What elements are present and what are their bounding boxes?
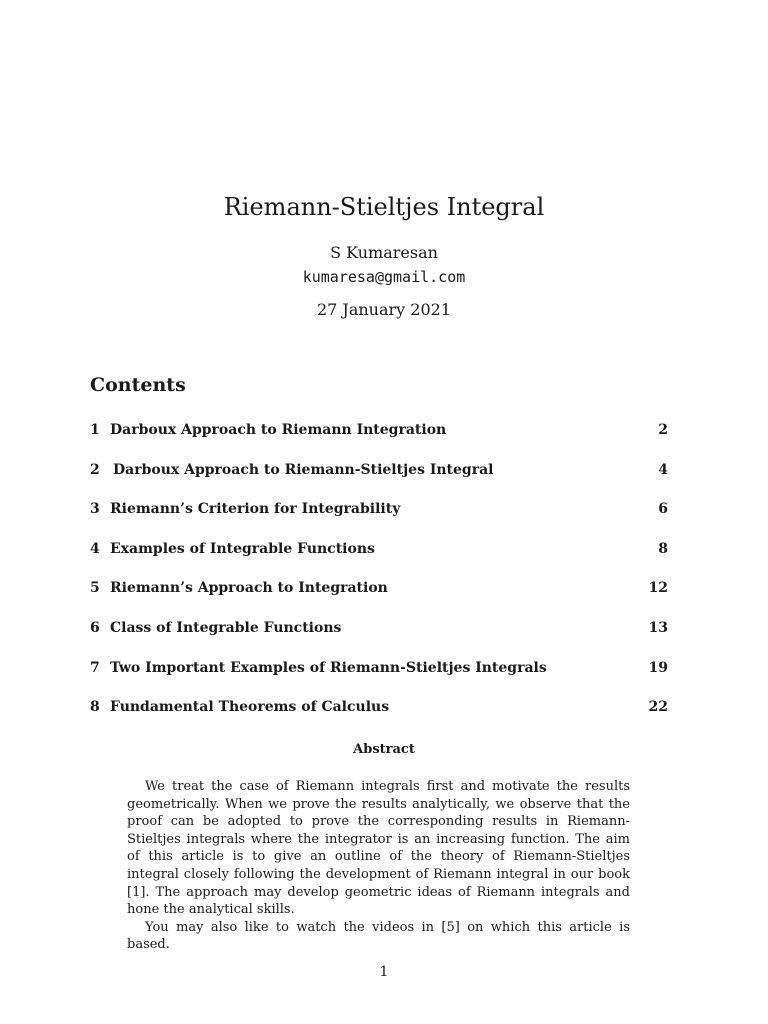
abstract-paragraph: We treat the case of Riemann integrals first and motivate the results geometrically. When we prove the results analytically, we observe that the proof can be adopted to prove the corresponding results in Riemann-Stieltjes integrals where the integrator is an increasing function. The aim of this article is to give an outline of the theory of Riemann-Stieltjes integral closely following the development of Riemann integral in our book [1]. The approach may develop geometric ideas of Riemann integrals and hone the analytical skills. [127,779,630,918]
toc-entry-title[interactable]: Two Important Examples of Riemann-Stieltjes Integrals [110,659,547,676]
toc-entry-number: 3 [90,501,100,518]
document-title: Riemann-Stieltjes Integral [223,193,545,221]
toc-entry-page[interactable]: 6 [658,501,668,518]
toc-entry[interactable] [90,578,668,618]
toc-entry-title[interactable]: Riemann’s Approach to Integration [110,580,388,597]
toc-entry-page[interactable]: 22 [648,699,668,716]
toc-entry-number: 8 [90,699,100,716]
abstract-body [127,778,630,954]
toc-entry-title[interactable]: Fundamental Theorems of Calculus [110,699,390,716]
toc-entry-page[interactable]: 2 [658,422,668,438]
toc-entry[interactable] [90,618,668,658]
toc-entry[interactable] [90,499,668,539]
toc-entry-page[interactable]: 4 [658,461,668,478]
toc-entry-title[interactable]: Darboux Approach to Riemann-Stieltjes Integral [113,461,494,478]
document-date: 27 January 2021 [316,300,452,319]
toc-entry-page[interactable]: 13 [648,619,668,636]
author-email: kumaresa@gmail.com [302,268,466,286]
toc-entry-page[interactable]: 12 [648,580,668,597]
toc-entry-title[interactable]: Darboux Approach to Riemann Integration [110,422,447,438]
toc-entry-page[interactable]: 8 [658,540,668,557]
toc-entry-number: 7 [90,659,100,676]
toc-entry-number: 5 [90,580,100,597]
toc-entry[interactable] [90,697,668,737]
abstract-paragraph: You may also like to watch the videos in [5] on which this article is based. [127,919,630,953]
abstract-heading: Abstract [353,742,415,757]
toc-entry-number: 6 [90,619,100,636]
table-of-contents [90,420,668,737]
toc-entry-number: 4 [90,540,100,557]
page-number: 1 [379,964,389,980]
toc-entry-title[interactable]: Riemann’s Criterion for Integrability [110,501,401,518]
toc-entry[interactable] [90,420,668,460]
toc-entry[interactable] [90,658,668,698]
toc-entry-page[interactable]: 19 [648,659,668,676]
toc-entry[interactable] [90,539,668,579]
toc-entry-number: 1 [90,422,100,438]
toc-entry[interactable] [90,460,668,500]
author-name: S Kumaresan [330,243,438,262]
contents-heading: Contents [90,374,186,396]
toc-entry-title[interactable]: Class of Integrable Functions [110,619,342,636]
toc-entry-number: 2 [90,461,100,478]
toc-entry-title[interactable]: Examples of Integrable Functions [110,540,375,557]
